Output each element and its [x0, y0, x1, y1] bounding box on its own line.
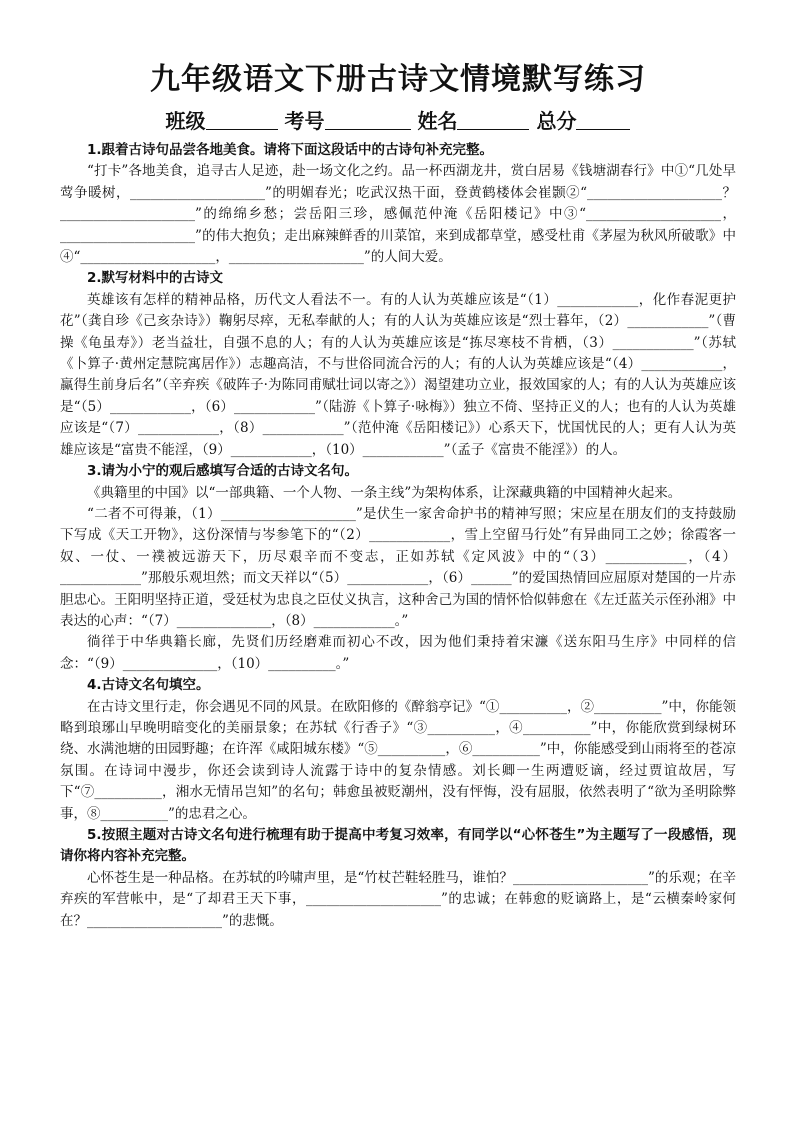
name-blank[interactable] [457, 109, 529, 130]
question-heading: 5.按照主题对古诗文名句进行梳理有助于提高中考复习效率，有同学以“心怀苍生”为主题写了一段感悟，现请你将内容补充完整。 [60, 827, 736, 865]
question-paragraph: 《典籍里的中国》以“一部典籍、一个人物、一条主线”为架构体系，让深藏典籍的中国精神火起来。 [87, 484, 682, 501]
question-paragraph: “打卡”各地美食，追寻古人足迹，赴一场文化之约。品一杯西湖龙井，赏白居易《钱塘湖春行》中①“几处早莺争暖树，____________________”的明媚春光；吃武汉热干面，登黄鹤楼体会崔颢②“____________________？ ____________________”的绵绵乡愁；尝岳阳三珍，感佩范仲淹《岳阳楼记》中③“____________________，____________________”的伟大抱负；走出麻辣鲜香的川菜馆，来到成都草堂，感受杜甫《茅屋为秋风所破歌》中④“____________________，____________________”的人间大爱。 [60, 163, 750, 266]
student-info-line [60, 106, 736, 136]
score-blank[interactable] [576, 109, 630, 130]
question-4 [60, 675, 736, 825]
score-label: 总分 [536, 109, 577, 133]
question-heading: 2.默写材料中的古诗文 [87, 270, 224, 287]
question-heading: 3.请为小宁的观后感填写合适的古诗文名句。 [87, 463, 359, 480]
question-heading: 4.古诗文名句填空。 [87, 677, 210, 694]
question-5 [60, 825, 736, 932]
question-heading: 1.跟着古诗句品尝各地美食。请将下面这段话中的古诗句补充完整。 [87, 142, 494, 158]
questions-section [60, 140, 750, 932]
question-3 [60, 461, 736, 675]
class-blank[interactable] [206, 109, 278, 130]
question-1 [60, 140, 750, 268]
question-paragraph: “二者不可得兼，（1）____________________”是伏生一家舍命护书的精神写照；宋应星在朋友们的支持鼓励下写成《天工开物》，这份深情与岑参笔下的“（2）____________，雪上空留马行处”有异曲同工之妙；徐霞客一奴、一仗、一襆被远游天下，历尽艰辛而不变志，正如苏轼《定风波》中的“（3）____________，（4）____________”那般乐观坦然；而文天祥以“（5）____________，（6）______”的爱国热情回应屈原对楚国的一片赤胆忠心。王阳明坚持正道，受廷杖为忠良之臣仗义执言，这种舍己为国的情怀恰似韩愈在《左迁蓝关示侄孙湘》中表达的心声：“（7）______________，（8）____________。” [60, 505, 736, 629]
exam-no-label: 考号 [284, 109, 325, 133]
question-paragraph: 徜徉于中华典籍长廊，先贤们历经磨难而初心不改，因为他们秉持着宋濂《送东阳马生序》中同样的信念：“（9）______________，（10）__________。” [60, 634, 736, 672]
class-label: 班级 [165, 109, 206, 133]
question-paragraph: 在古诗文里行走，你会遇见不同的风景。在欧阳修的《醉翁亭记》“①__________，②__________”中，你能领略到琅琊山早晚明暗变化的美丽景象；在苏轼《行香子》“③__________，④__________”中，你能欣赏到绿树环绕、水满池塘的田园野趣；在许浑《咸阳城东楼》“⑤__________，⑥__________”中，你能感受到山雨将至的苍凉氛围。在诗词中漫步，你还会读到诗人流露于诗中的复杂情感。刘长卿一生两遭贬谪，经过贾谊故居，写下“⑦__________，湘水无情吊岂知”的名句；韩愈虽被贬潮州，没有怦悔，没有屈服，依然表明了“欲为圣明除弊事，⑧__________”的忠君之心。 [60, 698, 736, 822]
question-paragraph: 英雄该有怎样的精神品格，历代文人看法不一。有的人认为英雄应该是“（1）____________，化作春泥更护花”（龚自珍《己亥杂诗》）鞠躬尽瘁，无私奉献的人；有的人认为英雄应该是“烈士暮年，（2）____________”（曹操《龟虽寿》）老当益壮，自强不息的人；有的人认为英雄应该是“拣尽寒枝不肯栖，（3）____________”（苏轼《卜算子·黄州定慧院寓居作》）志趣高洁，不与世俗同流合污的人；有的人认为英雄应该是“（4）____________，赢得生前身后名”（辛弃疾《破阵子·为陈同甫赋壮词以寄之》）渴望建功立业，报效国家的人；有的人认为英雄应该是“（5）____________，（6）____________”（陆游《卜算子·咏梅》）独立不倚、坚持正义的人；也有的人认为英雄应该是“（7）____________，（8）____________”（范仲淹《岳阳楼记》）心系天下，忧国忧民的人；更有人认为英雄应该是“富贵不能淫，（9）____________，（10）____________”（孟子《富贵不能淫》）的人。 [60, 291, 736, 458]
name-label: 姓名 [417, 109, 458, 133]
exam-no-blank[interactable] [325, 109, 411, 130]
page-title: 九年级语文下册古诗文情境默写练习 [150, 62, 646, 97]
question-paragraph: 心怀苍生是一种品格。在苏轼的吟啸声里，是“竹杖芒鞋轻胜马，谁怕？____________________”的乐观；在辛弃疾的军营帐中，是“了却君王天下事，____________________”的忠诚；在韩愈的贬谪路上，是“云横秦岭家何在？____________________”的悲慨。 [60, 869, 736, 929]
question-2 [60, 268, 736, 461]
